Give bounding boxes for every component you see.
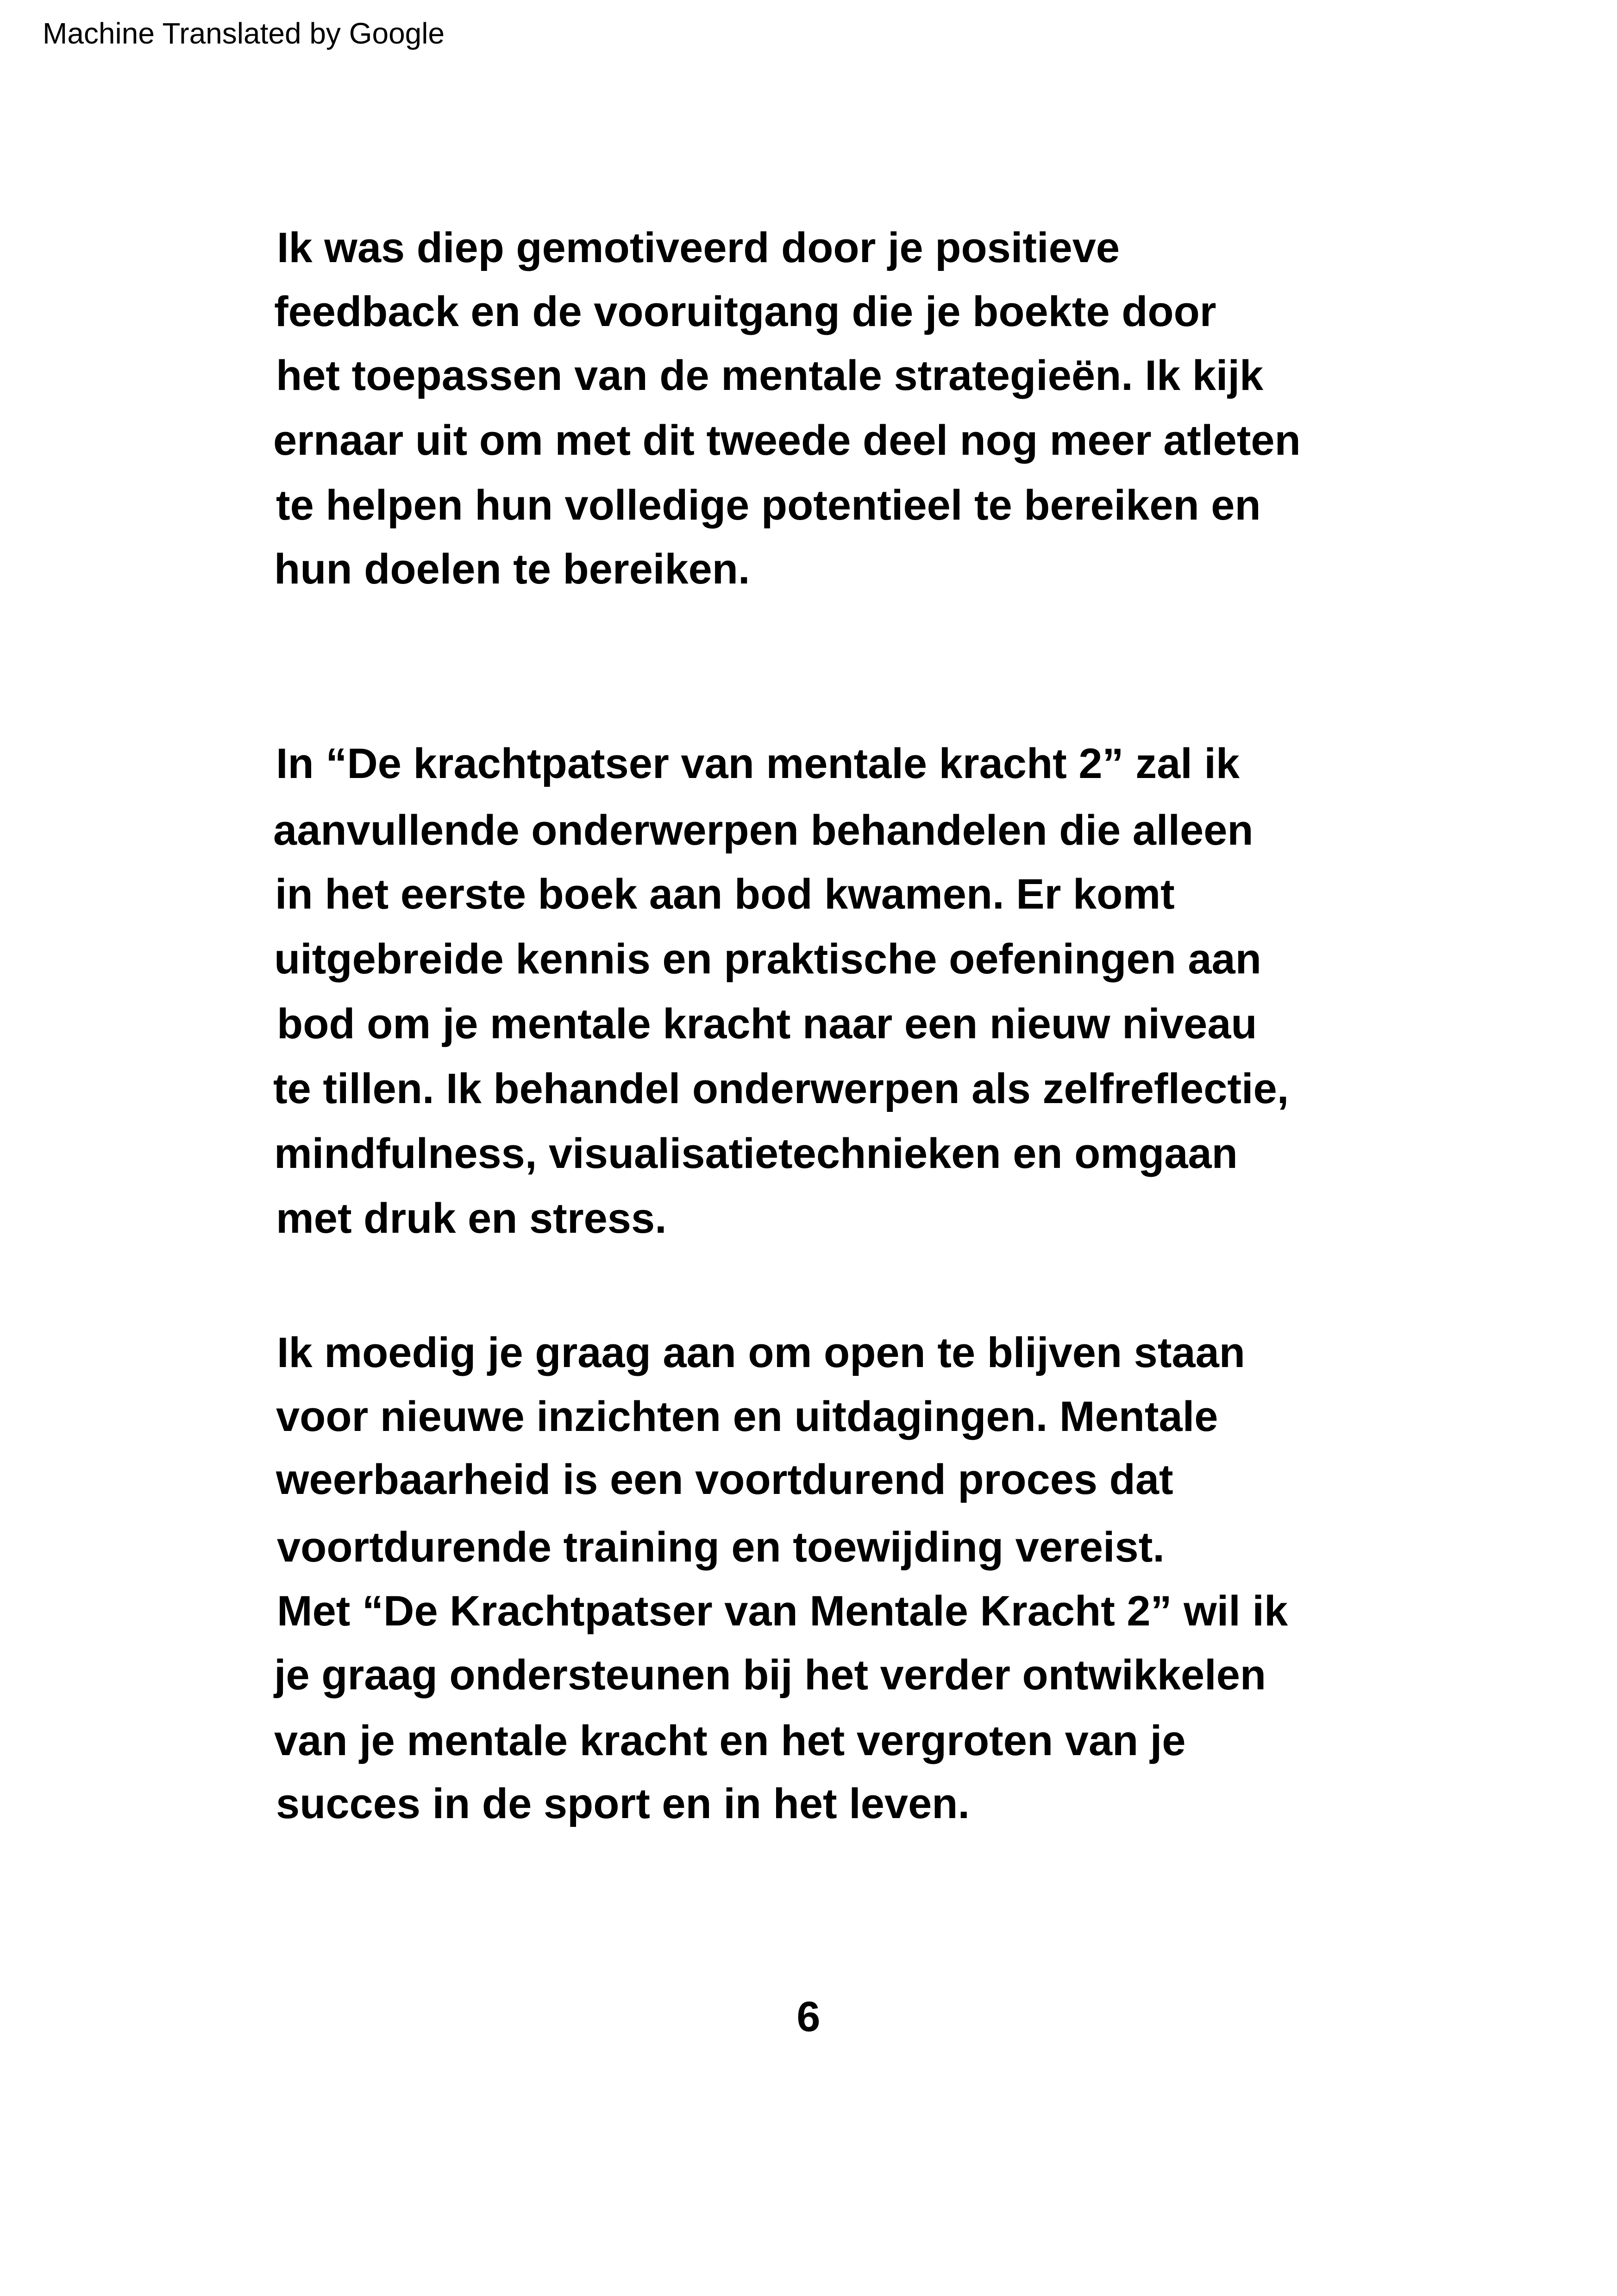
text-line: te tillen. Ik behandel onderwerpen als zelfreflectie, xyxy=(273,1065,1289,1112)
text-line: feedback en de vooruitgang die je boekte door xyxy=(274,288,1216,335)
text-line: het toepassen van de mentale strategieën. Ik kijk xyxy=(276,352,1264,399)
text-line: hun doelen te bereiken. xyxy=(274,546,750,593)
text-line: Met “De Krachtpatser van Mentale Kracht 2” wil ik xyxy=(277,1587,1288,1635)
text-line: In “De krachtpatser van mentale kracht 2” zal ik xyxy=(276,740,1240,787)
text-line: te helpen hun volledige potentieel te bereiken en xyxy=(276,482,1261,529)
text-line: Ik was diep gemotiveerd door je positieve xyxy=(277,224,1120,271)
text-line: Ik moedig je graag aan om open te blijven staan xyxy=(277,1329,1245,1376)
text-line: voor nieuwe inzichten en uitdagingen. Mentale xyxy=(276,1393,1218,1440)
text-line: met druk en stress. xyxy=(276,1195,667,1242)
text-line: uitgebreide kennis en praktische oefeningen aan xyxy=(274,935,1261,983)
page-number: 6 xyxy=(796,1993,821,2040)
machine-translation-notice: Machine Translated by Google xyxy=(43,17,445,50)
text-line: in het eerste boek aan bod kwamen. Er komt xyxy=(275,871,1175,918)
text-line: je graag ondersteunen bij het verder ontwikkelen xyxy=(274,1651,1266,1699)
text-line: bod om je mentale kracht naar een nieuw niveau xyxy=(277,1000,1257,1048)
text-line: mindfulness, visualisatietechnieken en omgaan xyxy=(274,1130,1238,1177)
text-line: aanvullende onderwerpen behandelen die alleen xyxy=(273,807,1253,854)
text-line: succes in de sport en in het leven. xyxy=(276,1780,970,1827)
text-line: weerbaarheid is een voortdurend proces dat xyxy=(276,1456,1173,1503)
text-line: voortdurende training en toewijding vereist. xyxy=(277,1524,1165,1571)
text-line: van je mentale kracht en het vergroten van je xyxy=(274,1717,1186,1764)
text-line: ernaar uit om met dit tweede deel nog meer atleten xyxy=(273,417,1301,464)
